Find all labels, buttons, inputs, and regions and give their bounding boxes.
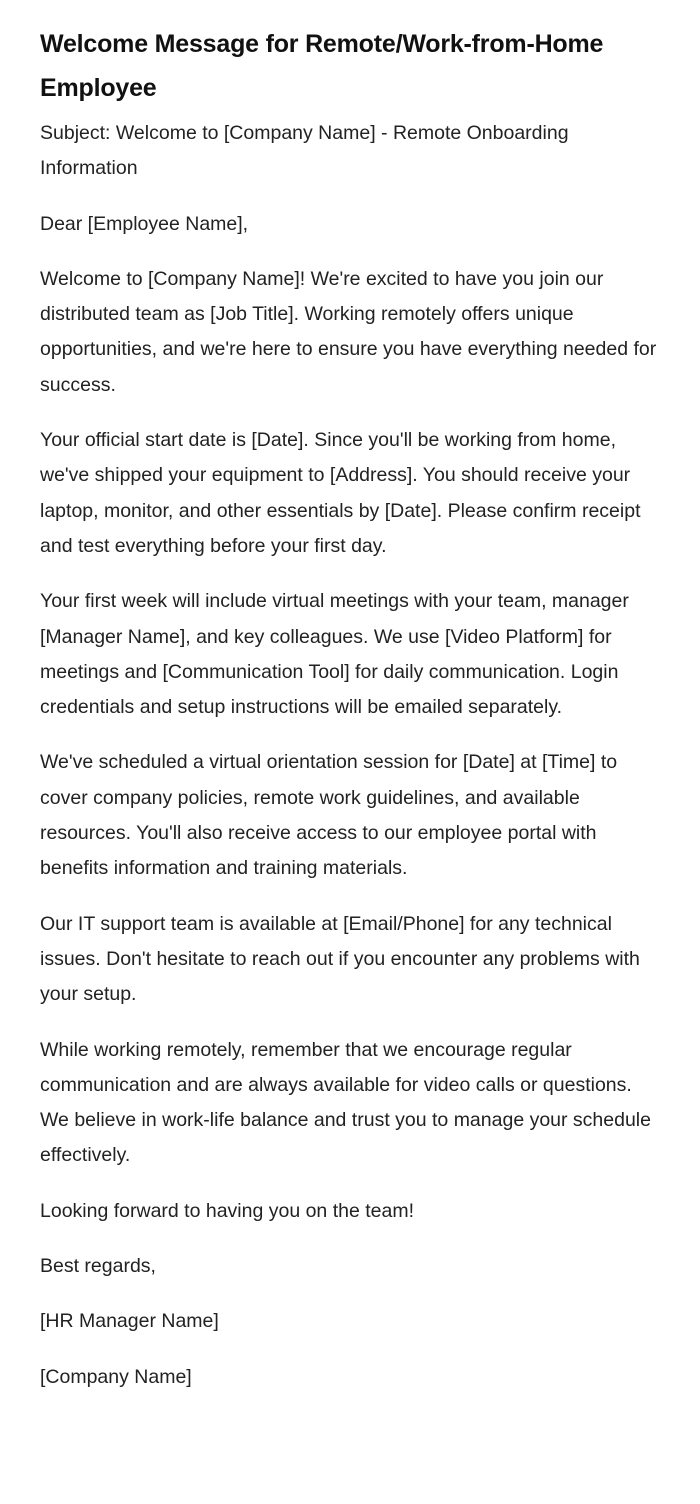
- signer-company: [Company Name]: [40, 1365, 192, 1388]
- body-paragraph-start-date: Your official start date is [Date]. Since you'll be working from home, we've shipped your equipment to [Address]. You should receive your laptop, monitor, and other essentials by [Date]. Please confirm receipt and test everything before your first day.: [40, 429, 641, 557]
- body-paragraph-welcome: Welcome to [Company Name]! We're excited to have you join our distributed team as [Job Title]. Working remotely offers unique opportunities, and we're here to ensure you have everything needed for success.: [40, 267, 657, 396]
- body-paragraph-first-week: Your first week will include virtual meetings with your team, manager [Manager Name], and key colleagues. We use [Video Platform] for meetings and [Communication Tool] for daily communication. Login credentials and setup instructions will be emailed separately.: [40, 590, 629, 719]
- closing: Best regards,: [40, 1255, 156, 1278]
- body-paragraph-it-support: Our IT support team is available at [Email/Phone] for any technical issues. Don't hesitate to reach out if you encounter any problems with your setup.: [40, 912, 640, 1006]
- document-title: Welcome Message for Remote/Work-from-Home Employee: [40, 30, 604, 102]
- body-paragraph-remote-work: While working remotely, remember that we encourage regular communication and are always available for video calls or questions. We believe in work-life balance and trust you to manage your schedule effectively.: [40, 1038, 651, 1167]
- signer-name: [HR Manager Name]: [40, 1310, 219, 1333]
- body-paragraph-orientation: We've scheduled a virtual orientation session for [Date] at [Time] to cover company policies, remote work guidelines, and available resources. You'll also receive access to our employee portal with benefits information and training materials.: [40, 751, 618, 880]
- greeting: Dear [Employee Name],: [40, 212, 249, 235]
- body-paragraph-looking-forward: Looking forward to having you on the team!: [40, 1199, 414, 1222]
- email-subject: Subject: Welcome to [Company Name] - Remote Onboarding Information: [40, 122, 569, 180]
